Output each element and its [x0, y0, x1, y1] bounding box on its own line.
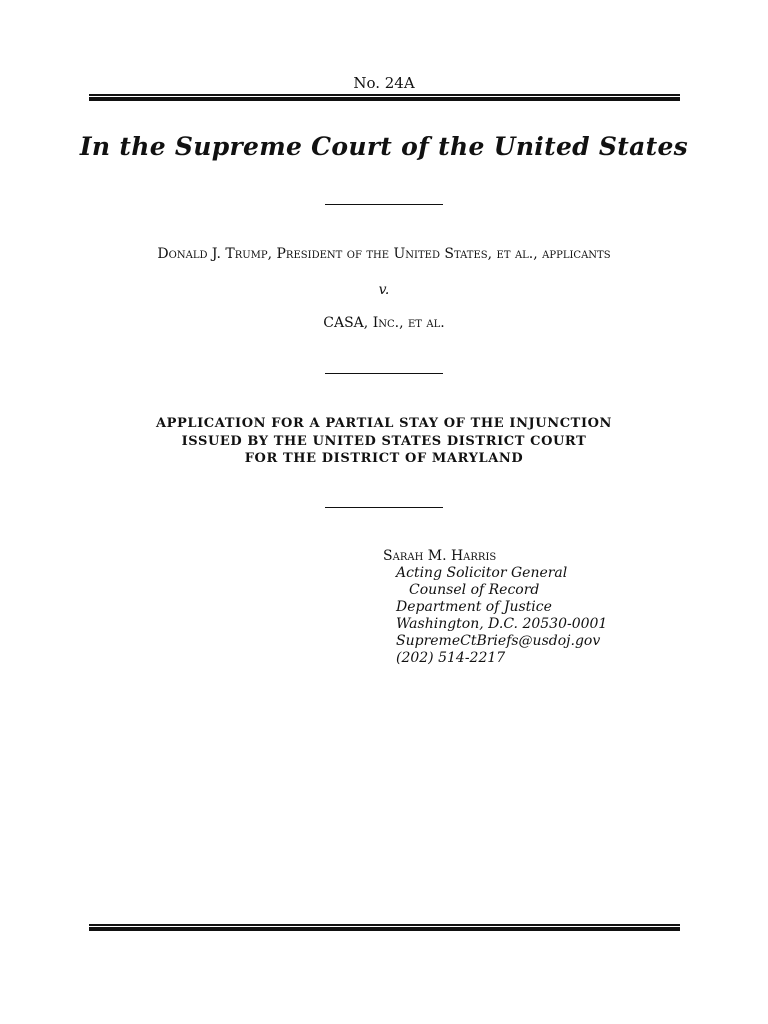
- bottom-double-rule: [89, 924, 680, 931]
- counsel-title: Acting Solicitor General: [396, 565, 568, 581]
- separator-rule-2: [325, 373, 443, 374]
- counsel-name: Sarah M. Harris: [383, 548, 497, 564]
- applicants-line: Donald J. Trump, President of the United States, et al., applicants: [157, 246, 611, 262]
- application-title: [0, 415, 768, 468]
- counsel-address: Washington, D.C. 20530-0001: [396, 616, 608, 632]
- separator-rule-3: [325, 507, 443, 508]
- application-title-line-3: FOR THE DISTRICT OF MARYLAND: [244, 451, 524, 466]
- counsel-phone: (202) 514-2217: [396, 650, 506, 666]
- application-title-line-2: ISSUED BY THE UNITED STATES DISTRICT COURT: [181, 433, 587, 449]
- counsel-block: [383, 548, 607, 667]
- application-title-line-1: APPLICATION FOR A PARTIAL STAY OF THE INJUNCTION: [155, 416, 613, 431]
- versus-label: v.: [378, 282, 390, 298]
- separator-rule-1: [325, 204, 443, 205]
- counsel-role: Counsel of Record: [409, 582, 540, 598]
- counsel-department: Department of Justice: [396, 599, 552, 615]
- top-double-rule: [89, 94, 680, 101]
- counsel-email: SupremeCtBriefs@usdoj.gov: [396, 633, 601, 649]
- court-title: In the Supreme Court of the United States: [79, 132, 689, 161]
- docket-number: No. 24A: [353, 74, 415, 92]
- respondents-line: CASA, Inc., et al.: [323, 315, 445, 331]
